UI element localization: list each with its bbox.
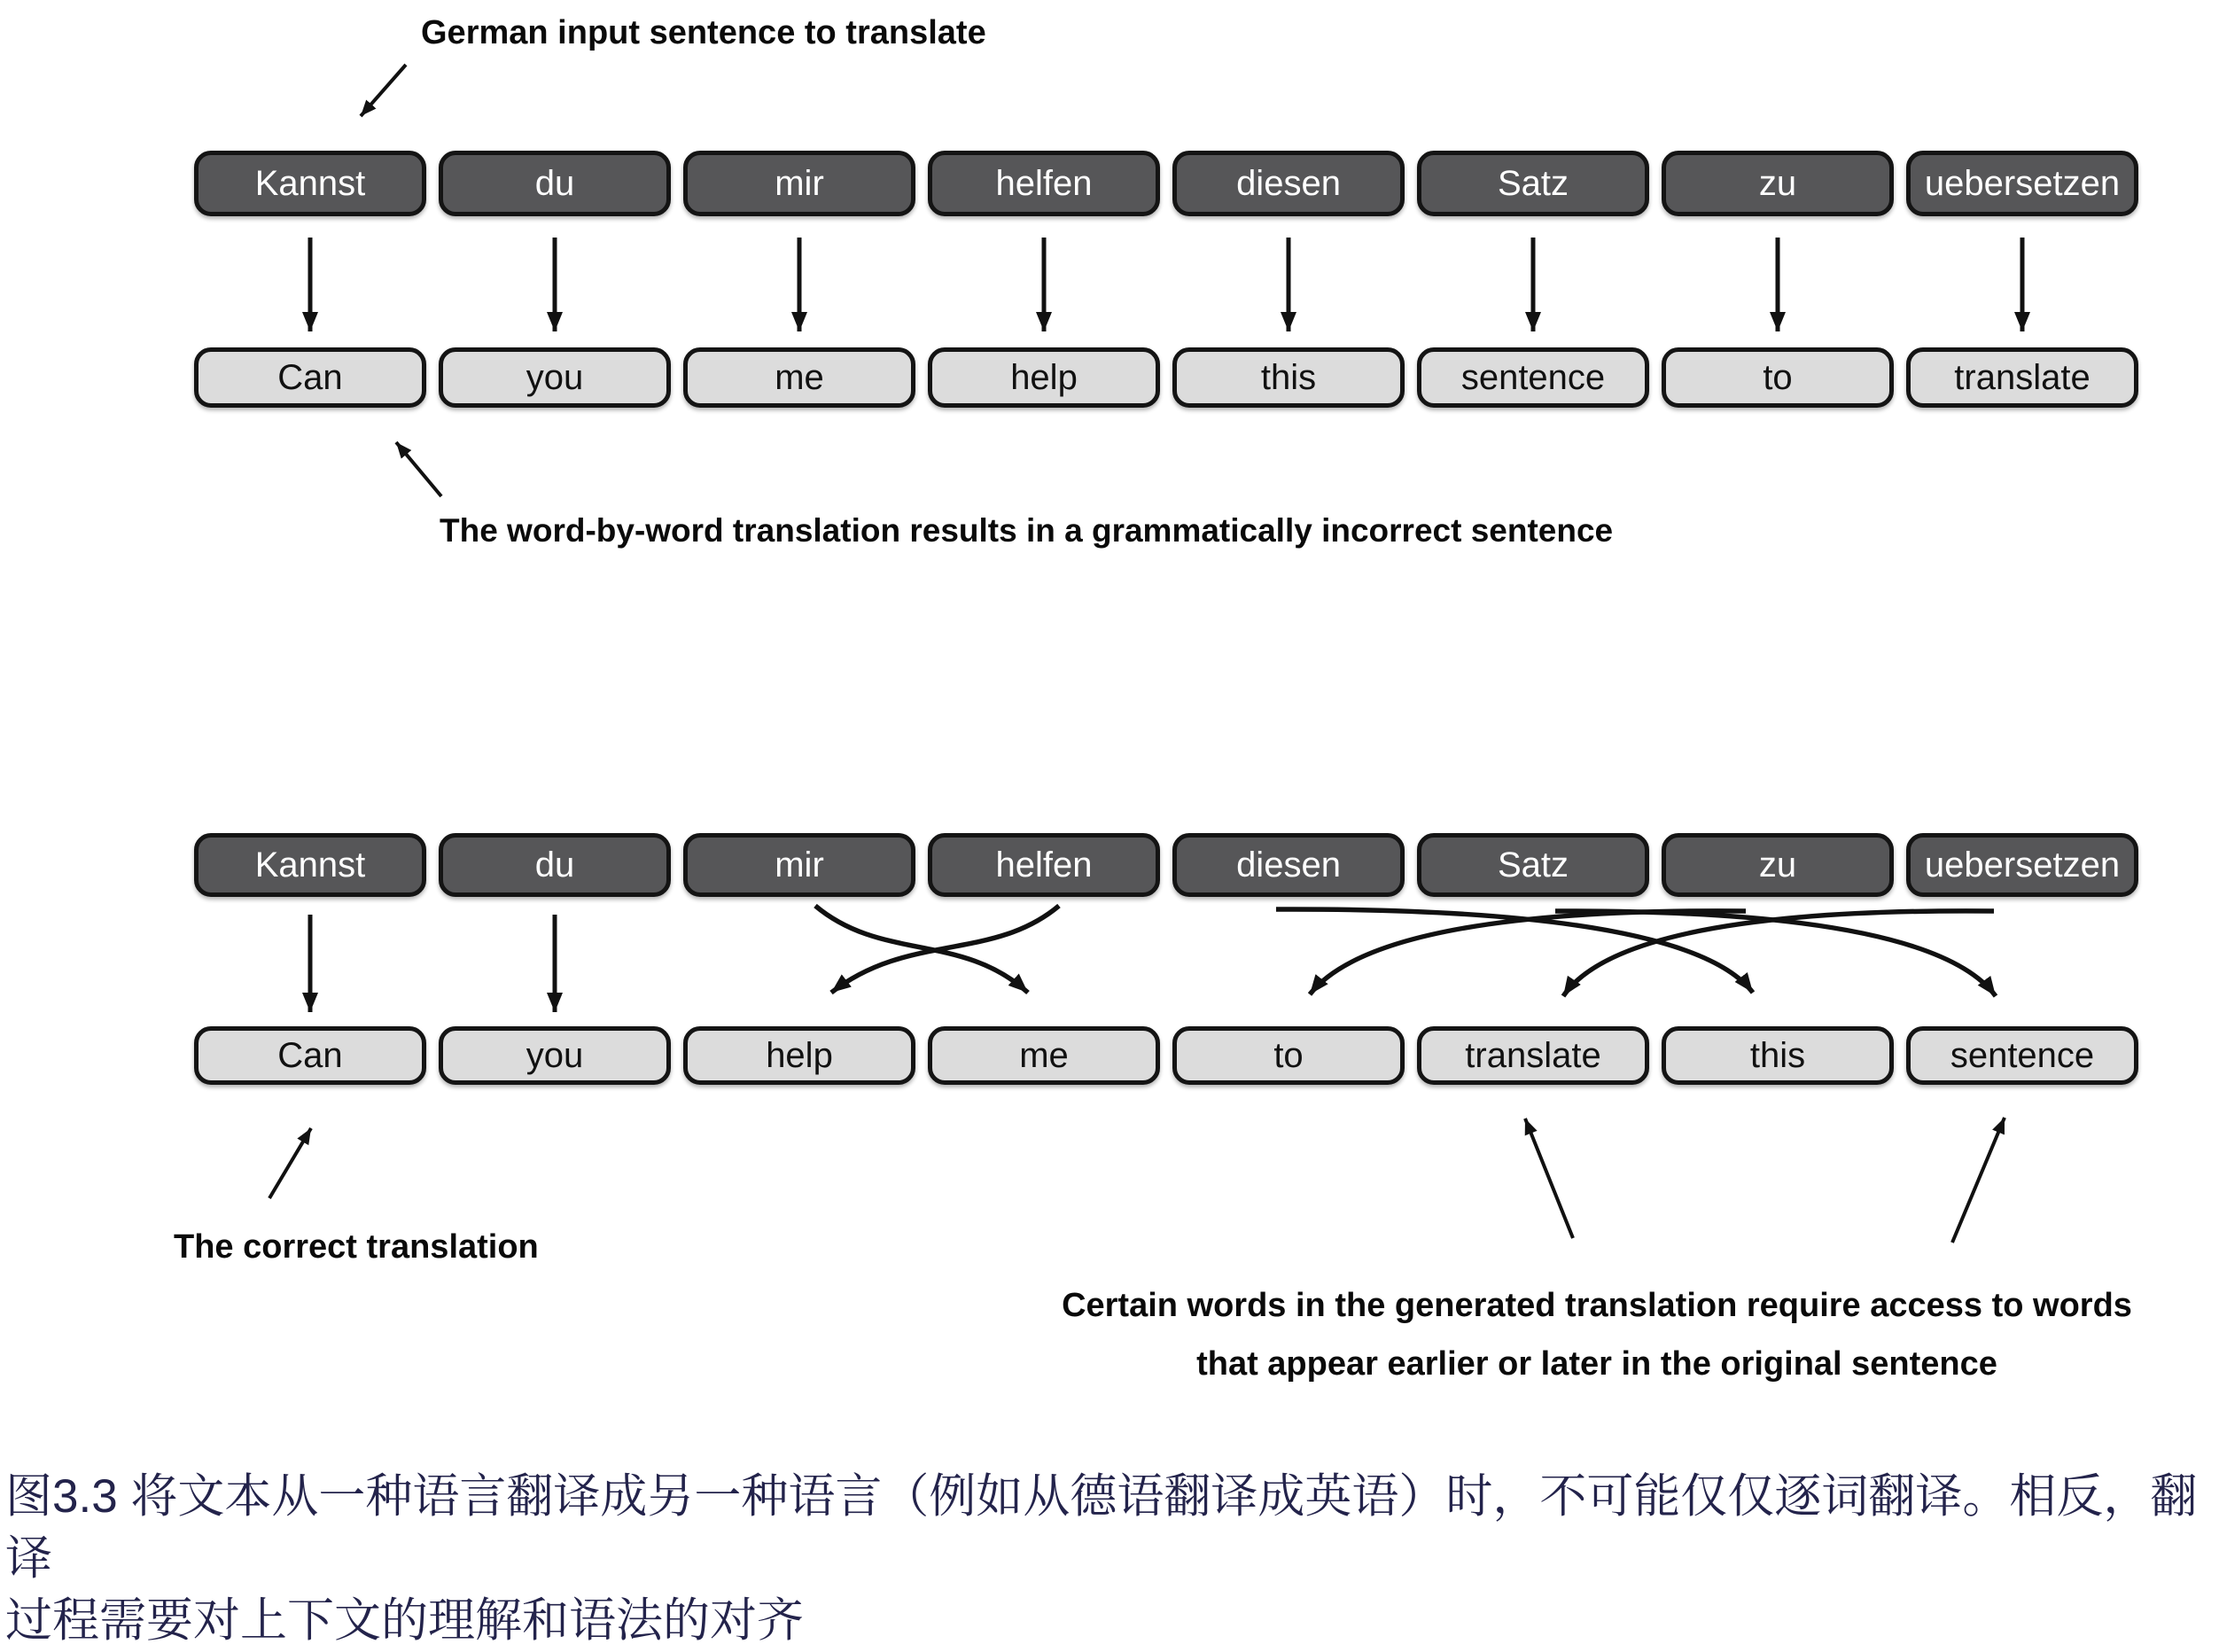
german-box-row2-col2: du	[439, 833, 671, 897]
annotation-certain-words-line1: Certain words in the generated translation require access to words	[1062, 1287, 2132, 1324]
german-box-row1-col1: Kannst	[194, 151, 426, 216]
english-box-row1-col3: me	[683, 347, 915, 408]
figure-caption	[5, 1466, 2215, 1652]
pointer-word-by-word	[396, 442, 441, 496]
german-box-row1-col5: diesen	[1172, 151, 1405, 216]
german-box-row1-col2: du	[439, 151, 671, 216]
german-box-row1-col8: uebersetzen	[1906, 151, 2138, 216]
english-box-row2-col5: to	[1172, 1026, 1405, 1085]
german-box-row1-col6: Satz	[1417, 151, 1649, 216]
english-box-row1-col6: sentence	[1417, 347, 1649, 408]
german-box-row2-col6: Satz	[1417, 833, 1649, 897]
english-box-row2-col7: this	[1662, 1026, 1894, 1085]
english-box-row2-col8: sentence	[1906, 1026, 2138, 1085]
english-box-row2-col1: Can	[194, 1026, 426, 1085]
english-box-row2-col3: help	[683, 1026, 915, 1085]
annotation-certain-words-line2: that appear earlier or later in the original sentence	[1196, 1345, 1997, 1383]
english-box-row1-col4: help	[928, 347, 1160, 408]
arrow2-zu-to	[1310, 911, 1746, 994]
arrow2-satz-sentence	[1555, 911, 1996, 996]
english-box-row2-col4: me	[928, 1026, 1160, 1085]
english-box-row1-col5: this	[1172, 347, 1405, 408]
arrow2-diesen-this	[1276, 909, 1753, 993]
arrow2-mir-me	[815, 906, 1028, 993]
english-box-row1-col2: you	[439, 347, 671, 408]
german-box-row2-col8: uebersetzen	[1906, 833, 2138, 897]
pointer-german-input	[361, 65, 406, 116]
arrow2-helfen-help	[831, 906, 1059, 993]
annotation-german-input: German input sentence to translate	[421, 14, 986, 51]
pointer-certain-words-translate	[1525, 1118, 1573, 1238]
english-box-row2-col6: translate	[1417, 1026, 1649, 1085]
annotation-word-by-word: The word-by-word translation results in a grammatically incorrect sentence	[440, 512, 1614, 549]
annotation-correct-translation: The correct translation	[174, 1228, 539, 1266]
german-box-row2-col5: diesen	[1172, 833, 1405, 897]
german-box-row2-col7: zu	[1662, 833, 1894, 897]
english-box-row1-col8: translate	[1906, 347, 2138, 408]
english-box-row2-col2: you	[439, 1026, 671, 1085]
english-box-row1-col7: to	[1662, 347, 1894, 408]
figure-caption-line1: 图3.3 将文本从一种语言翻译成另一种语言（例如从德语翻译成英语）时，不可能仅仅逐词翻译。相反，翻译	[5, 1470, 2198, 1585]
german-box-row1-col4: helfen	[928, 151, 1160, 216]
pointer-correct-translation	[269, 1128, 311, 1198]
pointer-certain-words-sentence	[1952, 1118, 2005, 1243]
german-box-row1-col3: mir	[683, 151, 915, 216]
german-box-row1-col7: zu	[1662, 151, 1894, 216]
german-box-row2-col1: Kannst	[194, 833, 426, 897]
english-box-row1-col1: Can	[194, 347, 426, 408]
german-box-row2-col3: mir	[683, 833, 915, 897]
figure-caption-line2: 过程需要对上下文的理解和语法的对齐	[5, 1594, 804, 1647]
arrow2-uebersetzen-translate	[1563, 911, 1994, 996]
german-box-row2-col4: helfen	[928, 833, 1160, 897]
annotation-certain-words	[975, 1276, 2219, 1393]
